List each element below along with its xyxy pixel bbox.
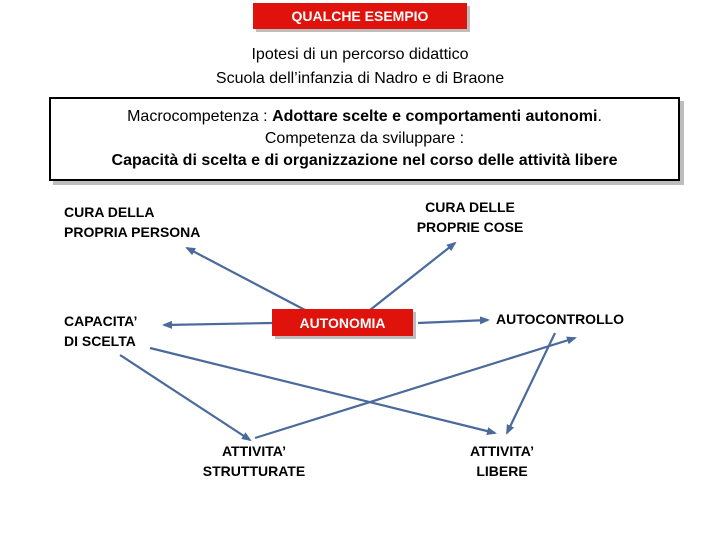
node-attivita-strutturate: ATTIVITA’ STRUTTURATE [202,443,306,479]
arrow-capacita-to-libere [150,348,495,433]
arrow-autonomia-to-cura-cose [370,243,455,310]
macro-label: Macrocompetenza : [127,108,268,125]
arrow-autonomia-to-cura-persona [187,248,305,310]
competence-value: Capacità di scelta e di organizzazione nel corso delle attività libere [111,152,618,169]
subtitle-line2: Scuola dell’infanzia di Nadro e di Braone [215,70,505,87]
node-autocontrollo: AUTOCONTROLLO [496,311,625,327]
arrow-autocontrollo-to-libere [507,333,555,433]
node-cura-cose: CURA DELLE PROPRIE COSE [416,199,524,235]
node-attivita-libere: ATTIVITA’ LIBERE [469,443,535,479]
node-cura-persona: CURA DELLA PROPRIA PERSONA [64,204,201,240]
node-capacita-scelta: CAPACITA’ DI SCELTA [64,313,138,349]
arrow-autonomia-to-autocontrollo [418,320,488,323]
arrow-autonomia-to-capacita [164,323,272,325]
header-title: QUALCHE ESEMPIO [253,3,467,29]
arrow-strutturate-to-autocontrollo [255,338,575,438]
subtitle-line1: Ipotesi di un percorso didattico [251,46,469,63]
node-autonomia: AUTONOMIA [272,309,413,336]
competence-label: Competenza da sviluppare : [264,130,465,147]
macro-end: . [597,108,602,125]
macro-value: Adottare scelte e comportamenti autonomi [272,108,598,125]
